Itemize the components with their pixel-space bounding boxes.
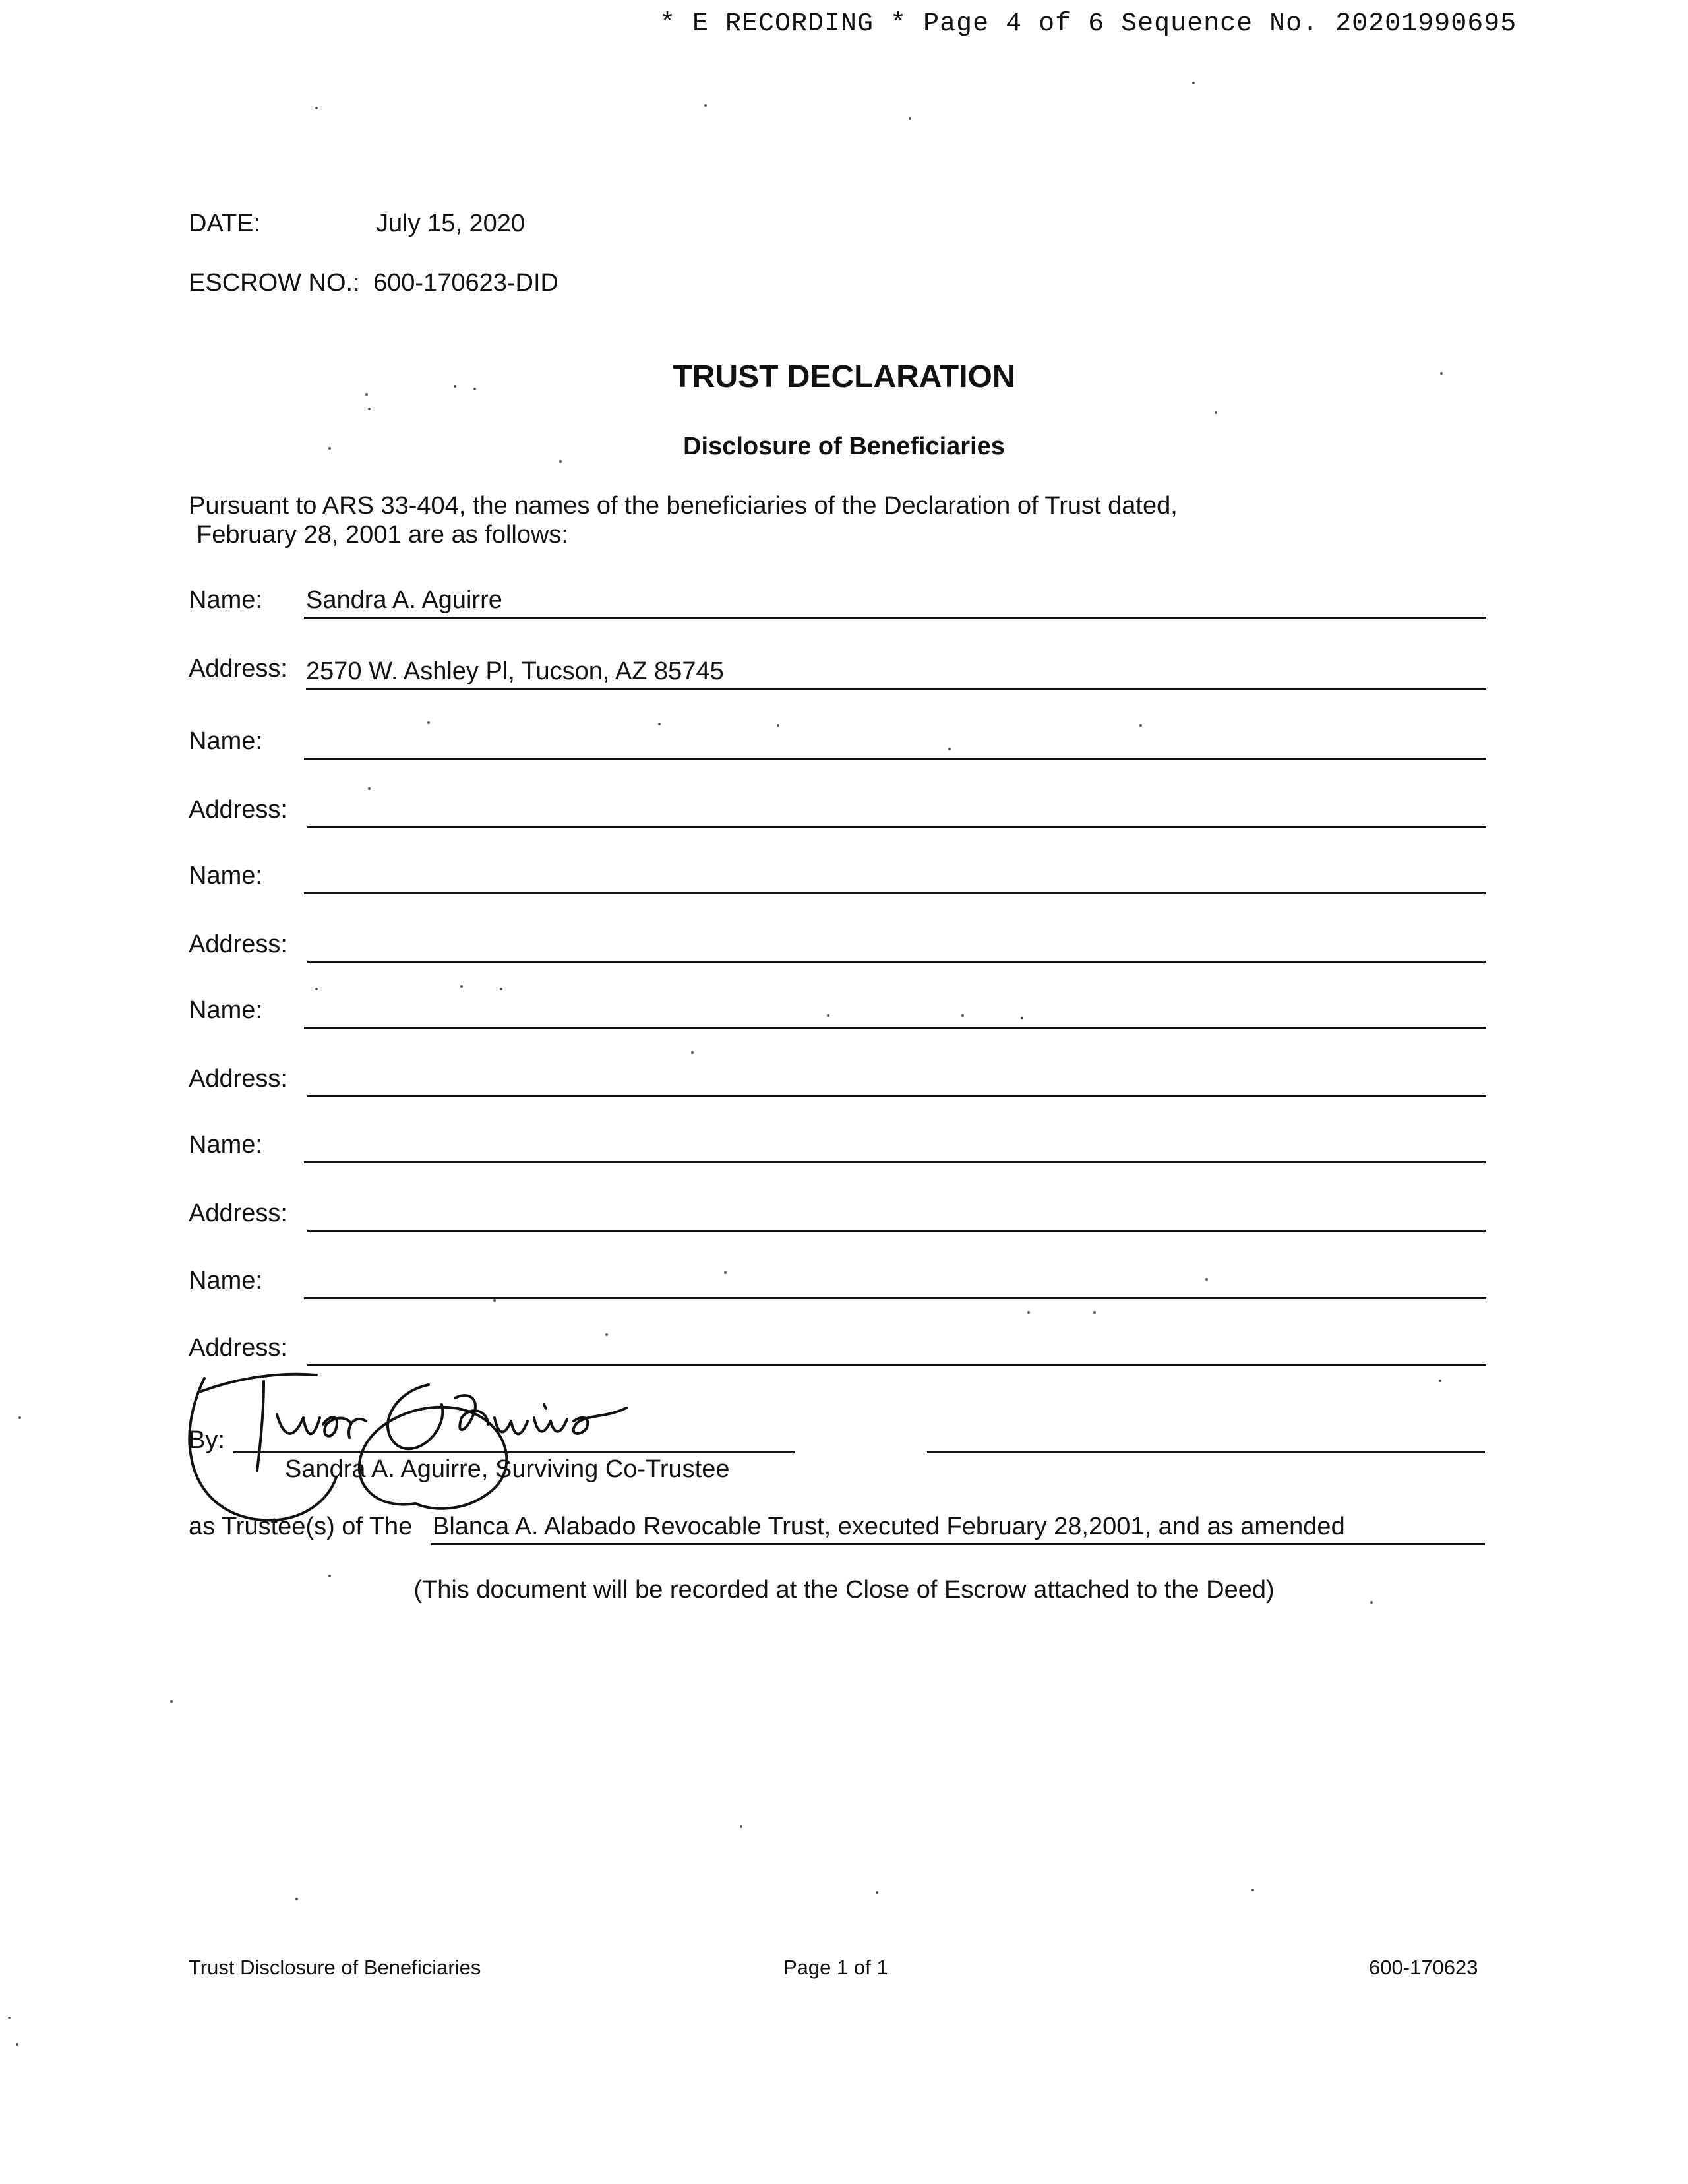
name-line: [304, 892, 1486, 894]
address-line: [307, 961, 1486, 963]
recording-note: (This document will be recorded at the Close of Escrow attached to the Deed): [413, 1576, 1275, 1604]
beneficiary-4-address-field: [189, 1058, 1486, 1097]
address-label: Address:: [189, 1065, 287, 1093]
date-label: DATE:: [189, 210, 261, 237]
name-line: [304, 617, 1486, 619]
beneficiary-5-name-field: [189, 1124, 1486, 1163]
beneficiary-1-name-field: [189, 579, 1486, 619]
trust-name: Blanca A. Alabado Revocable Trust, executed February 28,2001, and as amended: [433, 1513, 1345, 1540]
address-label: Address:: [189, 655, 287, 682]
beneficiary-6-name-field: [189, 1259, 1486, 1299]
beneficiary-name: Sandra A. Aguirre: [306, 586, 502, 614]
escrow-label: ESCROW NO.:: [189, 269, 360, 297]
beneficiary-1-address-field: [189, 650, 1486, 690]
name-label: Name:: [189, 586, 262, 614]
address-line: [306, 688, 1486, 690]
address-line: [307, 1095, 1486, 1097]
by-label: By:: [189, 1426, 225, 1454]
escrow-value: 600-170623-DID: [373, 269, 558, 297]
beneficiary-5-address-field: [189, 1192, 1486, 1232]
beneficiary-address: 2570 W. Ashley Pl, Tucson, AZ 85745: [306, 657, 724, 685]
address-label: Address:: [189, 1199, 287, 1227]
beneficiary-3-address-field: [189, 923, 1486, 963]
intro-paragraph: [189, 491, 1507, 549]
name-line: [304, 1297, 1486, 1299]
intro-line-1: Pursuant to ARS 33-404, the names of the beneficiaries of the Declaration of Trust dated,: [189, 492, 1178, 520]
escrow-row: [189, 269, 558, 297]
footer-escrow-number: 600-170623: [1369, 1956, 1478, 1979]
trust-name-underline: [431, 1543, 1485, 1545]
name-label: Name:: [189, 996, 262, 1024]
beneficiary-2-name-field: [189, 720, 1486, 760]
intro-line-2: February 28, 2001 are as follows:: [196, 521, 568, 549]
document-title: TRUST DECLARATION: [673, 359, 1015, 394]
name-line: [304, 1027, 1486, 1029]
footer-page-number: Page 1 of 1: [783, 1956, 888, 1979]
beneficiary-4-name-field: [189, 989, 1486, 1029]
name-line: [304, 758, 1486, 760]
date-row: [189, 210, 526, 238]
second-signature-line: [927, 1451, 1485, 1453]
address-line: [307, 826, 1486, 828]
name-label: Name:: [189, 862, 262, 890]
beneficiary-2-address-field: [189, 789, 1486, 828]
trustee-of-prefix: as Trustee(s) of The: [189, 1513, 413, 1540]
name-label: Name:: [189, 1131, 262, 1159]
name-label: Name:: [189, 1267, 262, 1294]
recording-header: * E RECORDING * Page 4 of 6 Sequence No. 20201990695: [659, 9, 1517, 39]
address-label: Address:: [189, 1334, 287, 1362]
name-label: Name:: [189, 727, 262, 755]
address-label: Address:: [189, 796, 287, 824]
address-label: Address:: [189, 930, 287, 958]
footer-title: Trust Disclosure of Beneficiaries: [189, 1956, 481, 1979]
signer-name: Sandra A. Aguirre, Surviving Co-Trustee: [285, 1455, 730, 1483]
date-value: July 15, 2020: [376, 210, 526, 237]
document-subtitle: Disclosure of Beneficiaries: [683, 433, 1005, 460]
beneficiary-3-name-field: [189, 855, 1486, 894]
address-line: [307, 1230, 1486, 1232]
name-line: [304, 1161, 1486, 1163]
